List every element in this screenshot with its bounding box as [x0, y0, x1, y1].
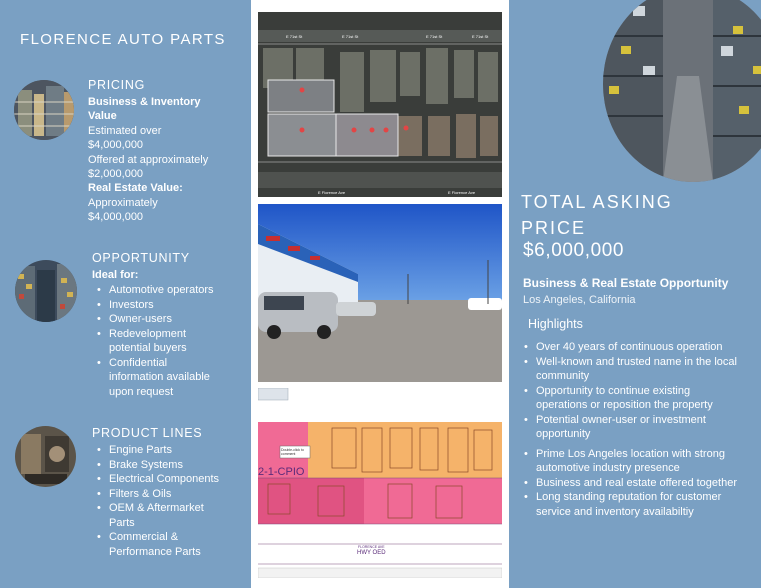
engine-parts-photo: [15, 426, 76, 487]
opportunity-title: OPPORTUNITY: [92, 251, 190, 265]
zone-code-label: 2-1-CPIO: [258, 466, 305, 478]
map-street-label: E 71st St: [426, 34, 443, 39]
list-item: • Engine Parts: [93, 443, 219, 458]
opportunity-subtitle: Business & Real Estate Opportunity: [523, 276, 729, 290]
list-item: • Automotive operators: [93, 283, 214, 298]
biz-inventory-label-2: Value: [88, 110, 117, 122]
list-item: • Investors: [93, 298, 214, 313]
list-item: • Prime Los Angeles location with strong: [520, 447, 737, 462]
list-item-cont: opportunity: [536, 428, 591, 440]
list-item-cont: information available: [109, 371, 210, 383]
map-street-label: E 71st St: [286, 34, 303, 39]
list-item: • Confidential: [93, 356, 214, 371]
list-item: • OEM & Aftermarket: [93, 501, 219, 516]
list-item: • Brake Systems: [93, 458, 219, 473]
list-item-cont: community: [536, 370, 590, 382]
location-text: Los Angeles, California: [523, 294, 636, 306]
biz-inventory-label-1: Business & Inventory: [88, 96, 201, 108]
list-item-cont: service and inventory availabiltiy: [536, 505, 694, 518]
highlights-title: Highlights: [528, 317, 583, 331]
list-item: • Opportunity to continue existing: [520, 384, 737, 399]
middle-panel: [251, 0, 509, 588]
list-item: • Filters & Oils: [93, 487, 219, 502]
estimate-line-2: $4,000,000: [88, 139, 144, 151]
list-item-cont: upon request: [109, 385, 174, 398]
total-asking-title-1: TOTAL ASKING: [521, 192, 673, 212]
list-item-cont: Parts: [109, 516, 135, 529]
parts-aisle-photo: [15, 260, 77, 322]
hwy-label: HWY OED: [357, 550, 386, 556]
offer-line-1: Offered at approximately: [88, 154, 209, 166]
store-interior-photo: [14, 80, 74, 140]
zoning-map-image: [258, 388, 502, 578]
aerial-map-image: [258, 12, 502, 197]
highlights-list: [520, 340, 737, 519]
product-lines-list: [93, 443, 219, 559]
real-estate-label: Real Estate Value:: [88, 182, 183, 194]
street-lot-photo: [258, 204, 502, 382]
product-lines-title: PRODUCT LINES: [92, 426, 203, 440]
total-asking-title-2: PRICE: [521, 218, 587, 238]
list-item: • Redevelopment: [93, 327, 214, 342]
real-estate-line-1: Approximately: [88, 197, 158, 209]
map-street-label: E Florence Ave: [318, 190, 346, 195]
real-estate-line-2: $4,000,000: [88, 211, 144, 223]
brand-title: FLORENCE AUTO PARTS: [20, 31, 226, 48]
list-item: • Potential owner-user or investment: [520, 413, 737, 428]
florence-ave-label: FLORENCE AVE: [358, 545, 385, 549]
ideal-for-label: Ideal for:: [92, 269, 139, 281]
map-street-label: E 71st St: [342, 34, 359, 39]
offer-line-2: $2,000,000: [88, 168, 144, 180]
list-item: • Electrical Components: [93, 472, 219, 487]
list-item: • Over 40 years of continuous operation: [520, 340, 737, 355]
left-panel: [0, 0, 251, 588]
asking-price: $6,000,000: [523, 240, 625, 261]
list-item-cont: potential buyers: [109, 342, 187, 354]
warehouse-shelves-photo: [603, 0, 761, 182]
map-street-label: E Florence Ave: [448, 190, 476, 195]
estimate-line-1: Estimated over: [88, 125, 162, 137]
map-street-label: E 71st St: [472, 34, 489, 39]
list-item: • Long standing reputation for customer: [520, 490, 737, 505]
opportunity-list: [93, 283, 214, 399]
list-item: • Business and real estate offered together: [520, 476, 737, 491]
list-item-cont: automotive industry presence: [536, 462, 680, 474]
pricing-title: PRICING: [88, 78, 145, 92]
comment-note: Double-click to comment: [281, 448, 304, 456]
right-panel: [509, 0, 761, 588]
list-item-cont: operations or reposition the property: [536, 399, 713, 411]
list-item: • Well-known and trusted name in the local: [520, 355, 737, 370]
list-item: • Owner-users: [93, 312, 214, 327]
list-item-cont: Performance Parts: [109, 545, 201, 558]
list-item: • Commercial &: [93, 530, 219, 545]
